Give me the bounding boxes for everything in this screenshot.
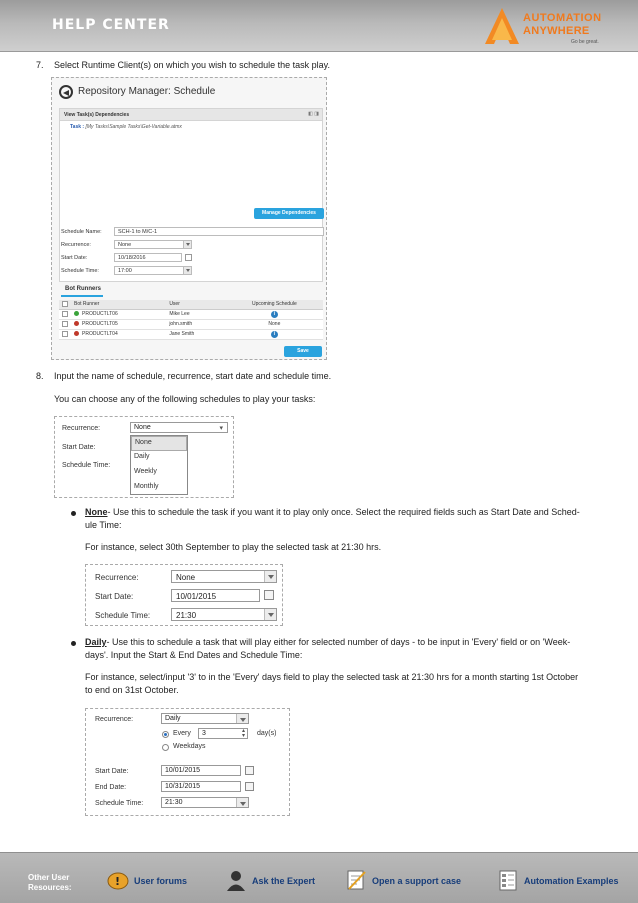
- schedule-time-label: Schedule Time:: [95, 800, 144, 807]
- schedule-time-label: Schedule Time:: [95, 611, 151, 620]
- start-date-label: Start Date:: [95, 592, 134, 601]
- option-daily[interactable]: Daily: [134, 453, 150, 460]
- bot-runners-table: [59, 300, 323, 340]
- bot-runner-name: PRODUCTLT06: [82, 311, 118, 317]
- recurrence-select[interactable]: [161, 713, 249, 724]
- panel-controls-icon[interactable]: ◧ ◨: [308, 111, 319, 117]
- task-path: [My Tasks\Sample Tasks\Get-Variable.atmx: [85, 124, 182, 130]
- schedule-name-label: Schedule Name:: [61, 229, 102, 235]
- schedule-time-value: 21:30: [176, 611, 197, 620]
- expert-icon: [225, 869, 247, 891]
- recurrence-value: None: [176, 573, 196, 582]
- schedule-time-select[interactable]: [161, 797, 249, 808]
- repository-manager-header: [56, 81, 322, 103]
- save-button[interactable]: Save: [284, 346, 322, 357]
- step-text: Input the name of schedule, recurrence, start date and schedule time.: [54, 371, 332, 381]
- weekdays-radio[interactable]: [162, 744, 169, 751]
- task-label: Task :: [70, 124, 85, 130]
- dependencies-header: [60, 109, 322, 121]
- status-offline-icon: [74, 321, 79, 326]
- start-date-input[interactable]: 10/01/2015: [171, 589, 260, 602]
- term-daily: Daily: [85, 637, 107, 647]
- footer-link-automation-examples[interactable]: [497, 869, 622, 891]
- bot-runners-title: Bot Runners: [65, 286, 101, 292]
- start-date-label: Start Date:: [95, 768, 129, 775]
- chevron-down-icon[interactable]: [264, 571, 276, 582]
- column-header-user[interactable]: User: [166, 300, 225, 309]
- daily-schedule-screenshot: [85, 708, 290, 816]
- option-monthly[interactable]: Monthly: [134, 483, 159, 490]
- logo-a-icon: [483, 6, 521, 46]
- option-none[interactable]: None: [131, 436, 187, 451]
- upcoming-cell: None: [226, 319, 323, 329]
- weekdays-label: Weekdays: [173, 743, 206, 750]
- bullet-none-line2: ule Time:: [85, 520, 122, 530]
- recurrence-options-list: [130, 435, 188, 495]
- checkbox[interactable]: [62, 301, 68, 307]
- start-date-input[interactable]: 10/01/2015: [161, 765, 241, 776]
- column-header-bot-runner[interactable]: Bot Runner: [71, 300, 166, 309]
- task-line: [60, 121, 322, 133]
- recurrence-select[interactable]: [130, 422, 228, 433]
- every-days-stepper[interactable]: [198, 728, 248, 739]
- info-icon[interactable]: i: [271, 331, 278, 338]
- chevron-down-icon[interactable]: [183, 241, 191, 248]
- bullet-daily-line2: days'. Input the Start & End Dates and Schedule Time:: [85, 650, 303, 660]
- footer-label-line1: Other User: [28, 873, 70, 882]
- recurrence-value: None: [118, 242, 132, 248]
- chevron-down-icon[interactable]: [183, 267, 191, 274]
- page-footer: [0, 852, 638, 903]
- bullet-none-text: [85, 506, 625, 519]
- header-title: HELP CENTER: [52, 17, 170, 33]
- row-checkbox-cell[interactable]: [59, 319, 71, 329]
- footer-link-support-case[interactable]: [345, 869, 465, 891]
- logo-line1: AUTOMATION: [523, 12, 602, 24]
- every-days-value: 3: [202, 730, 206, 737]
- days-label: day(s): [257, 730, 277, 737]
- recurrence-label: Recurrence:: [62, 425, 101, 432]
- schedule-time-select[interactable]: [171, 608, 277, 621]
- step-number: 8.: [36, 371, 44, 381]
- footer-link-ask-expert[interactable]: [225, 869, 325, 891]
- start-date-label: Start Date:: [61, 255, 88, 261]
- user-cell: Jane Smith: [166, 329, 225, 339]
- user-cell: john.smith: [166, 319, 225, 329]
- footer-link-label: Ask the Expert: [252, 876, 316, 886]
- footer-link-label: Automation Examples: [524, 876, 619, 886]
- bullet-none-example: For instance, select 30th September to play the selected task at 21:30 hrs.: [85, 542, 382, 552]
- recurrence-label: Recurrence:: [95, 716, 134, 723]
- recurrence-select[interactable]: [114, 240, 192, 249]
- bullet-daily-text: [85, 636, 625, 649]
- none-schedule-screenshot: [85, 564, 283, 626]
- footer-label-line2: Resources:: [28, 883, 72, 892]
- examples-icon: [497, 869, 519, 891]
- user-cell: Mike Lee: [166, 309, 225, 319]
- every-radio[interactable]: [162, 731, 169, 738]
- manage-dependencies-button[interactable]: Manage Dependencies: [254, 208, 324, 219]
- recurrence-dropdown-screenshot: [54, 416, 234, 498]
- table-row[interactable]: [59, 309, 323, 319]
- chevron-down-icon[interactable]: [236, 798, 248, 807]
- start-date-label: Start Date:: [62, 444, 96, 451]
- table-header-row: [59, 300, 323, 309]
- row-checkbox-cell[interactable]: [59, 329, 71, 339]
- chevron-down-icon[interactable]: ▾: [219, 425, 223, 432]
- bullet-daily-example-line2: to end on 31st October.: [85, 685, 179, 695]
- recurrence-value: None: [134, 424, 151, 431]
- bullet-daily-example-line1: For instance, select/input '3' to in the 'Every' days field to play the selected task at 21:30 hrs for a month starting 1st October: [85, 672, 579, 682]
- column-header-upcoming[interactable]: Upcoming Schedule: [226, 300, 323, 309]
- calendar-icon[interactable]: [245, 782, 254, 791]
- checkbox[interactable]: [62, 311, 68, 317]
- automation-anywhere-logo[interactable]: [483, 4, 613, 48]
- schedule-name-input[interactable]: SCH-1 to M/C-1: [114, 227, 324, 236]
- term-none: None: [85, 507, 108, 517]
- start-date-input[interactable]: 10/18/2016: [114, 253, 182, 262]
- recurrence-select[interactable]: [171, 570, 277, 583]
- forum-icon: [107, 869, 129, 891]
- bullet-icon: [71, 641, 76, 646]
- bot-runner-cell: [71, 329, 166, 339]
- calendar-icon[interactable]: [185, 254, 192, 261]
- step-8: [36, 371, 331, 381]
- schedule-time-select[interactable]: [114, 266, 192, 275]
- status-online-icon: [74, 311, 79, 316]
- table-row[interactable]: [59, 319, 323, 329]
- support-case-icon: [345, 869, 367, 891]
- bot-runner-cell: [71, 319, 166, 329]
- chevron-down-icon[interactable]: [264, 609, 276, 620]
- status-offline-icon: [74, 331, 79, 336]
- schedule-screenshot: [51, 77, 327, 360]
- schedule-time-value: 21:30: [165, 799, 183, 806]
- upcoming-cell: [226, 329, 323, 339]
- footer-link-user-forums[interactable]: [107, 869, 197, 891]
- bullet-icon: [71, 511, 76, 516]
- logo-tagline: Go be great.: [571, 39, 599, 45]
- table-row[interactable]: [59, 329, 323, 339]
- page-header: [0, 0, 638, 52]
- logo-line2: ANYWHERE: [523, 25, 590, 37]
- chevron-down-icon[interactable]: [236, 714, 248, 723]
- option-weekly[interactable]: Weekly: [134, 468, 157, 475]
- bot-runners-tab-underline: [61, 295, 103, 297]
- bullet-none-line1: - Use this to schedule the task if you want it to play only once. Select the required fields such as Start Date and Sched-: [107, 507, 580, 517]
- checkbox[interactable]: [62, 331, 68, 337]
- upcoming-cell: [226, 309, 323, 319]
- footer-link-label: Open a support case: [372, 876, 462, 886]
- repository-manager-title: Repository Manager: Schedule: [78, 86, 216, 97]
- schedule-time-value: 17:00: [118, 268, 132, 274]
- step-text: Select Runtime Client(s) on which you wish to schedule the task play.: [54, 60, 330, 70]
- stepper-arrows-icon[interactable]: ▴ ▾: [241, 728, 245, 739]
- back-arrow-icon[interactable]: [59, 85, 73, 99]
- footer-link-label: User forums: [134, 876, 188, 886]
- bot-runner-name: PRODUCTLT04: [82, 331, 118, 337]
- bot-runner-cell: [71, 309, 166, 319]
- calendar-icon[interactable]: [245, 766, 254, 775]
- schedule-time-label: Schedule Time:: [61, 268, 99, 274]
- step-8-subtext: You can choose any of the following schedules to play your tasks:: [54, 394, 316, 404]
- select-all-cell[interactable]: [59, 300, 71, 309]
- info-icon[interactable]: i: [271, 311, 278, 318]
- row-checkbox-cell[interactable]: [59, 309, 71, 319]
- calendar-icon[interactable]: [264, 590, 274, 600]
- end-date-input[interactable]: 10/31/2015: [161, 781, 241, 792]
- step-7: [36, 60, 330, 70]
- every-label: Every: [173, 730, 191, 737]
- dependencies-title: View Task(s) Dependencies: [64, 112, 130, 118]
- recurrence-label: Recurrence:: [61, 242, 91, 248]
- schedule-time-label: Schedule Time:: [62, 462, 111, 469]
- recurrence-label: Recurrence:: [95, 573, 139, 582]
- svg-text:!: !: [115, 875, 121, 888]
- recurrence-value: Daily: [165, 715, 181, 722]
- bullet-daily-line1: - Use this to schedule a task that will play either for selected number of days - to be input in 'Every' field or on 'Week-: [106, 637, 571, 647]
- step-number: 7.: [36, 60, 44, 70]
- bot-runner-name: PRODUCTLT05: [82, 321, 118, 327]
- end-date-label: End Date:: [95, 784, 127, 791]
- footer-label: [28, 873, 72, 893]
- checkbox[interactable]: [62, 321, 68, 327]
